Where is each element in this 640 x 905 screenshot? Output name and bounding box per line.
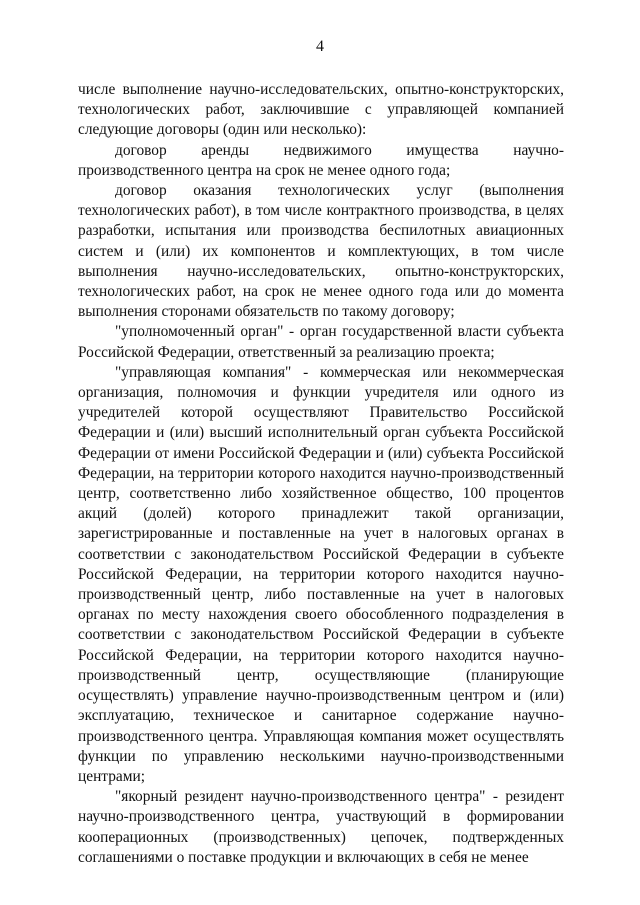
paragraph-technology-services: договор оказания технологических услуг (выполнения технологических работ), в том числе контрактного производства, в целях разработки, испытания или производства беспилотных авиационных систем и (или) их компонентов и комплектующих, в том числе выполнения научно-исследовательских, опытно-конструкторских, технологических работ, на срок не менее одного года или до момента выполнения сторонами обязательств по такому договору; <box>78 182 564 321</box>
paragraph-authorized-body: "уполномоченный орган" - орган государственной власти субъекта Российской Федерации, ответственный за реализацию проекта; <box>78 323 564 361</box>
paragraph-lease-agreement: договор аренды недвижимого имущества научно-производственного центра на срок не менее одного года; <box>78 141 564 179</box>
document-body <box>78 80 564 868</box>
paragraph-continuation: числе выполнение научно-исследовательских, опытно-конструкторских, технологических работ, заключившие с управляющей компанией следующие договоры (один или несколько): <box>78 81 564 139</box>
paragraph-anchor-resident: "якорный резидент научно-производственного центра" - резидент научно-производственного центра, участвующий в формировании кооперационных (производственных) цепочек, подтвержденных соглашениями о поставке продукции и включающих в себя не менее <box>78 788 564 866</box>
paragraph-management-company: "управляющая компания" - коммерческая или некоммерческая организация, полномочия и функции учредителя или одного из учредителей которой осуществляют Правительство Российской Федерации и (или) высший исполнительный орган субъекта Российской Федерации от имени Российской Федерации и (или) субъекта Российской Федерации, на территории которого находится научно-производственный центр, соответственно либо хозяйственное общество, 100 процентов акций (долей) которого принадлежит такой организации, зарегистрированные и поставленные на учет в налоговых органах в соответствии с законодательством Российской Федерации в субъекте Российской Федерации, на территории которого находится научно-производственный центр, либо поставленные на учет в налоговых органах по месту нахождения своего обособленного подразделения в соответствии с законодательством Российской Федерации в субъекте Российской Федерации, на территории которого находится научно-производственный центр, осуществляющие (планирующие осуществлять) управление научно-производственным центром и (или) эксплуатацию, техническое и санитарное содержание научно-производственного центра. Управляющая компания может осуществлять функции по управлению несколькими научно-производственными центрами; <box>78 363 564 785</box>
page-number: 4 <box>316 38 324 55</box>
